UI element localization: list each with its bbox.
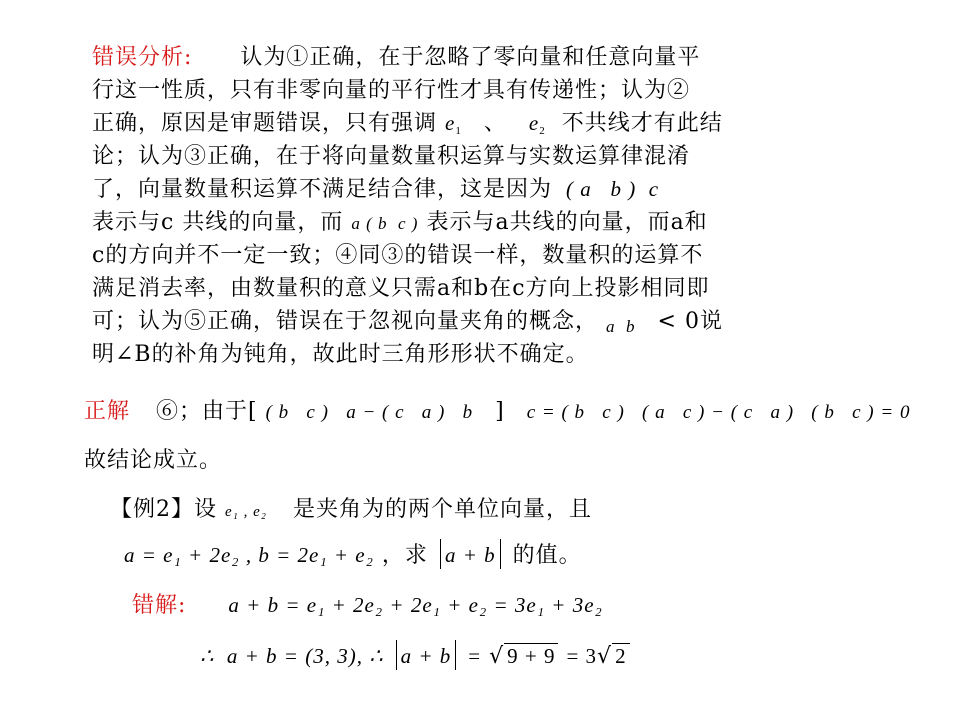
- wrong-line-2: ∴ a + b = (3, 3), ∴ a + b = √ 9 + 9 = 3√ 2: [200, 640, 630, 670]
- analysis-line-4: 论；认为③正确，在于将向量数量积运算与实数运算律混淆: [92, 144, 691, 169]
- analysis-line-9: 可；认为⑤正确，错误在于忽视向量夹角的概念， a b < 0说: [92, 309, 723, 336]
- sqrt-2: √ 2: [597, 643, 630, 669]
- abs-bar-right: [500, 539, 501, 569]
- abs-bar-right-2: [455, 640, 456, 670]
- example-title-line: 【例2】设 e₁ , e₂ 是夹角为的两个单位向量，且: [110, 497, 593, 522]
- abs-bar-left: [440, 539, 441, 569]
- analysis-line-5: 了，向量数量积运算不满足结合律，这是因为 ( a b ) c: [92, 177, 660, 202]
- analysis-line-6: 表示与c 共线的向量，而 a ( b c ) 表示与a共线的向量，而a和: [92, 210, 708, 235]
- expr-a-bc: a ( b c ): [351, 214, 419, 233]
- example-def-expr: a = e₁ + 2e₂ , b = 2e₁ + e₂: [124, 543, 374, 567]
- analysis-line-3: 正确，原因是审题错误，只有强调 $e_1$ 、 $e_2$ 不共线才有此结: [92, 111, 723, 137]
- vector-e1: $e_1$: [445, 111, 462, 137]
- wrong-expr: a + b = e₁ + 2e₂ + 2e₁ + e₂ = 3e₁ + 3e₂: [228, 593, 603, 617]
- analysis-line-10: 明∠B的补角为钝角，故此时三角形形状不确定。: [92, 342, 589, 367]
- solution-label: 正解: [84, 399, 131, 424]
- wrong-label: 错解:: [132, 593, 187, 618]
- expr-ab: a b: [606, 317, 636, 336]
- wrong-line-1: [132, 588, 603, 619]
- expr-ab-c: ( a b ) c: [566, 177, 660, 201]
- analysis-label: 错误分析:: [92, 45, 193, 70]
- solution-expr-rest: c = ( b c ) ( a c ) − ( c a ) ( b c ) = 0: [526, 402, 911, 423]
- vector-e2: $e_2$: [528, 111, 546, 137]
- abs-bar-left-2: [396, 640, 397, 670]
- solution-line: 正解 ⑥；由于[ ( b c ) a − ( c a ) b ] c = ( b c ) ( a c ) − ( c a ) ( b c ) = 0: [84, 399, 911, 424]
- example-title: 【例2】设: [110, 497, 217, 522]
- solution-expr-inner: ( b c ) a − ( c a ) b: [265, 402, 474, 423]
- example-e-pair: e₁ , e₂: [225, 504, 267, 520]
- solution-conclusion: 故结论成立。: [84, 448, 223, 473]
- analysis-line-8: 满足消去率，由数量积的意义只需a和b在c方向上投影相同即: [92, 276, 710, 301]
- analysis-line-7: c的方向并不一定一致；④同③的错误一样，数量积的运算不: [92, 243, 704, 268]
- example-def-line: a = e₁ + 2e₂ , b = 2e₁ + e₂ ，求 a + b 的值。: [124, 538, 582, 569]
- wrong-abs-expr: a + b: [400, 644, 452, 668]
- sqrt-9-plus-9: √ 9 + 9: [489, 643, 558, 669]
- analysis-line-1: 错误分析: 认为①正确，在于忽略了零向量和任意向量平: [92, 45, 701, 70]
- example-abs-expr: a + b: [444, 543, 496, 567]
- analysis-line-2: 行这一性质，只有非零向量的平行性才具有传递性；认为②: [92, 78, 691, 103]
